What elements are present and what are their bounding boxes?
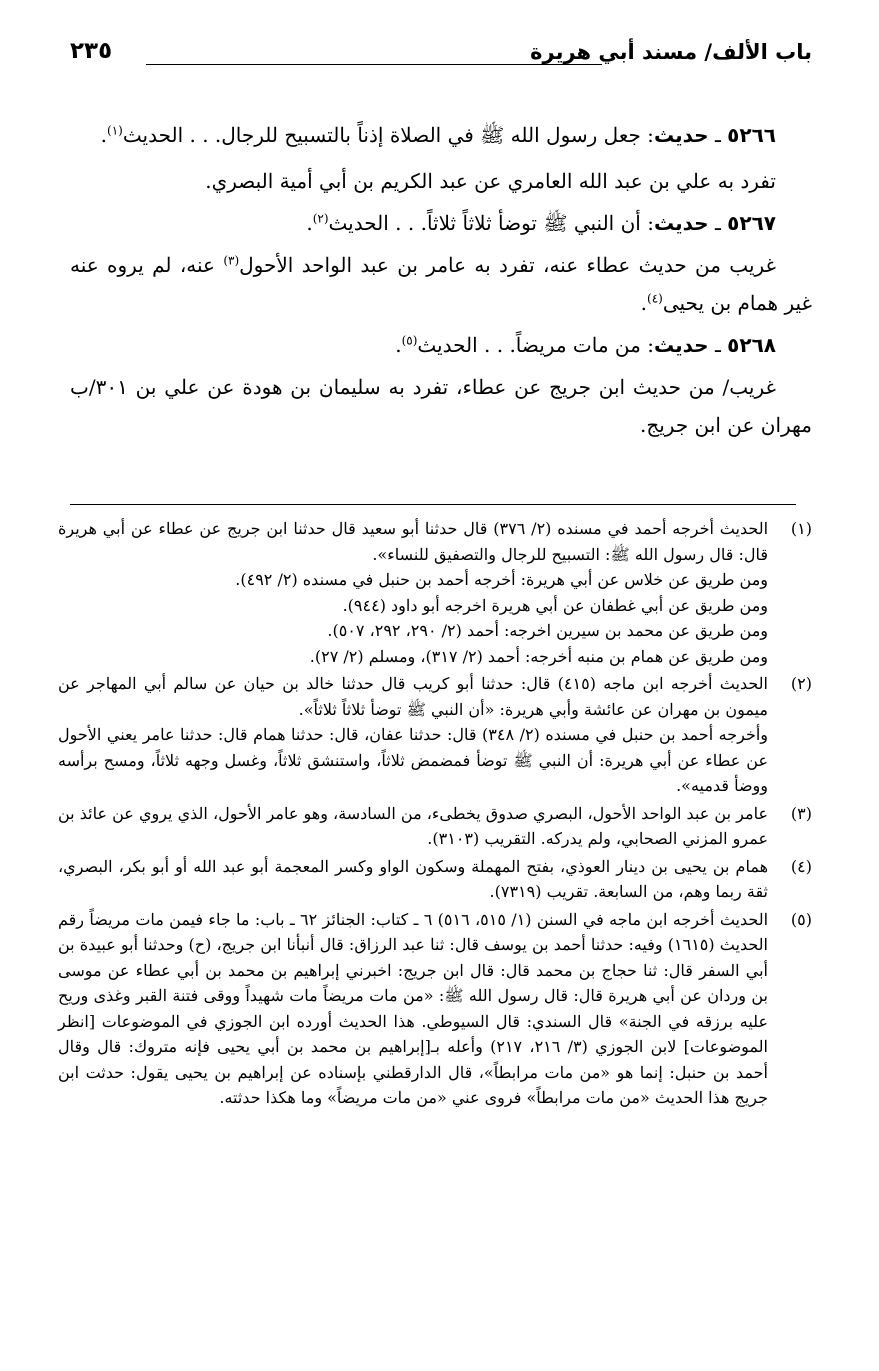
footnote-ref[interactable]: (٤) (647, 291, 663, 306)
entry-comment: غريب/ من حديث ابن جريج عن عطاء، تفرد به سليمان بن هودة عن علي بن ٣٠١/ب مهران عن ابن جريج. (70, 375, 812, 437)
hadith-entry: ٥٢٦٨ ـ حديث: من مات مريضاً. . . الحديث$^{(٥)}$. (395, 333, 776, 357)
footnote-line: الحديث أخرجه ابن ماجه (٤١٥) قال: حدثنا أبو كريب قال حدثنا خالد بن حيان عن سالم أبي المهاجر عن ميمون بن مهران عن عائشة وأبي هريرة: «أن النبي ﷺ توضأ ثلاثاً ثلاثاً». (58, 674, 769, 719)
footnote (58, 801, 812, 852)
hadith-entry: ٥٢٦٦ ـ حديث: جعل رسول الله ﷺ في الصلاة إذناً بالتسبيح للرجال. . . الحديث$^{(١)}$. (100, 123, 776, 147)
entry-keyword: حديث (653, 123, 709, 147)
footnote-line: ومن طريق عن خلاس عن أبي هريرة: أخرجه أحمد بن حنبل في مسنده (٢/ ٤٩٢). (235, 570, 768, 589)
footnote-ref[interactable]: (٢) (312, 211, 329, 226)
entry-text: : جعل رسول الله ﷺ في الصلاة إذناً بالتسبيح للرجال. . . الحديث (122, 123, 654, 147)
entry-text: : أن النبي ﷺ توضأ ثلاثاً ثلاثاً. . . الحديث (328, 211, 654, 235)
footnote (58, 854, 812, 905)
entry-keyword: حديث (653, 211, 709, 235)
footnote-line: الحديث أخرجه أحمد في مسنده (٢/ ٣٧٦) قال حدثنا أبو سعيد قال حدثنا ابن جريج عن عطاء عن أبي هريرة قال: قال رسول الله ﷺ: التسبيح للرجال والتصفيق للنساء». (58, 519, 769, 564)
footnote (58, 516, 812, 669)
entry-number: ٥٢٦٨ (727, 333, 776, 357)
footnote-line: عامر بن عبد الواحد الأحول، البصري صدوق يخطىء، من السادسة، وهو عامر الأحول، الذي يروي عن عائذ بن عمرو المزني الصحابي، ولم يدركه. التقريب (٣١٠٣). (58, 803, 768, 848)
page-header (70, 40, 812, 76)
entry-text: : من مات مريضاً. . . الحديث (417, 333, 654, 357)
header-rule (146, 64, 602, 65)
footnote-line: وأخرجه أحمد بن حنبل في مسنده (٢/ ٣٤٨) قال: حدثنا عفان، قال: حدثنا همام قال: حدثنا عامر يعني الأحول عن عطاء عن أبي هريرة: أن النبي ﷺ توضأ فمضمض ثلاثاً، واستنشق ثلاثاً، وغسل وجهه ثلاثاً، ومسح برأسه ووضأ قدميه». (58, 725, 769, 795)
entry-number: ٥٢٦٧ (727, 211, 776, 235)
footnote-ref[interactable]: (١) (107, 123, 123, 138)
footnote (58, 671, 812, 799)
entry-tail: . (395, 333, 402, 357)
footnote-line: همام بن يحيى بن دينار العوذي، بفتح المهملة وسكون الواو وكسر المعجمة أبو عبد الله أو أبو بكر، البصري، ثقة ربما وهم، من السابعة. تقريب (٧٣١٩). (58, 856, 768, 901)
comment-text: عنه، لم يروه عنه غير همام بن يحيى (70, 253, 812, 315)
entry-number: ٥٢٦٦ (727, 123, 776, 147)
footnote-number: (٥) (790, 909, 812, 929)
entry-tail: . (306, 211, 313, 235)
entry-comment (70, 246, 812, 322)
footnote-ref[interactable]: (٥) (401, 333, 418, 348)
footnote (58, 907, 812, 1111)
entry-keyword: حديث (653, 333, 709, 357)
footnote-separator (70, 504, 796, 505)
footnote-line: ومن طريق عن همام بن منبه أخرجه: أحمد (٢/ ٣١٧)، ومسلم (٢/ ٢٧). (309, 646, 768, 666)
footnotes (58, 516, 812, 1113)
page-number: ٢٣٥ (70, 38, 113, 64)
footnote-number: (٣) (790, 803, 812, 823)
entry-tail: . (100, 123, 108, 147)
running-title: باب الألف/ مسند أبي هريرة (530, 40, 812, 64)
comment-tail: . (640, 291, 647, 315)
footnote-ref[interactable]: (٣) (223, 253, 240, 268)
footnote-number: (١) (790, 519, 812, 538)
footnote-line: ومن طريق عن محمد بن سيرين اخرجه: أحمد (٢/ ٢٩٠، ٢٩٢، ٥٠٧). (327, 621, 768, 640)
footnote-number: (٢) (790, 674, 812, 693)
footnote-number: (٤) (790, 856, 812, 876)
hadith-entry: ٥٢٦٧ ـ حديث: أن النبي ﷺ توضأ ثلاثاً ثلاثاً. . . الحديث$^{(٢)}$. (306, 211, 776, 235)
footnote-line: ومن طريق عن أبي غطفان عن أبي هريرة اخرجه أبو داود (٩٤٤). (342, 595, 768, 615)
main-text (70, 116, 812, 444)
comment-text: غريب من حديث عطاء عنه، تفرد به عامر بن عبد الواحد الأحول (239, 253, 776, 277)
footnote-line: الحديث أخرجه ابن ماجه في السنن (١/ ٥١٥، ٥١٦) ٦ ـ كتاب: الجنائز ٦٢ ـ باب: ما جاء فيمن مات مريضاً رقم الحديث (١٦١٥) وفيه: حدثنا أحمد بن يوسف قال: ثنا عبد الرزاق: قال أنبأنا ابن جريج، (ح) وحدثنا أبو عبيدة بن أبي السفر قال: ثنا حجاج بن محمد قال: قال ابن جريج: اخبرني إبراهيم بن محمد بن أبي عطاء عن موسى بن وردان عن أبي هريرة قال: قال رسول الله ﷺ: «من مات مريضاً مات شهيداً ووقى فتنة القبر وغذى وريح عليه برزقه في الجنة» قال السندي: قال السيوطي. هذا الحديث أورده ابن الجوزي في الموضوعات [انظر الموضوعات] لابن الجوزي (٣/ ٢١٦، ٢١٧) وأعله بـ[إبراهيم بن محمد بن أبي يحيى فإنه متروك: قال وقال أحمد بن حنبل: إنما هو «من مات مرابطاً»، قال الدارقطني بإسناده عن إبراهيم بن يحيى يقول: حدثت ابن جريج هذا الحديث «من مات مرابطاً» فروى عني «من مات مريضاً» وما هكذا حدثته. (58, 909, 769, 1107)
entry-comment: تفرد به علي بن عبد الله العامري عن عبد الكريم بن أبي أمية البصري. (205, 169, 776, 193)
